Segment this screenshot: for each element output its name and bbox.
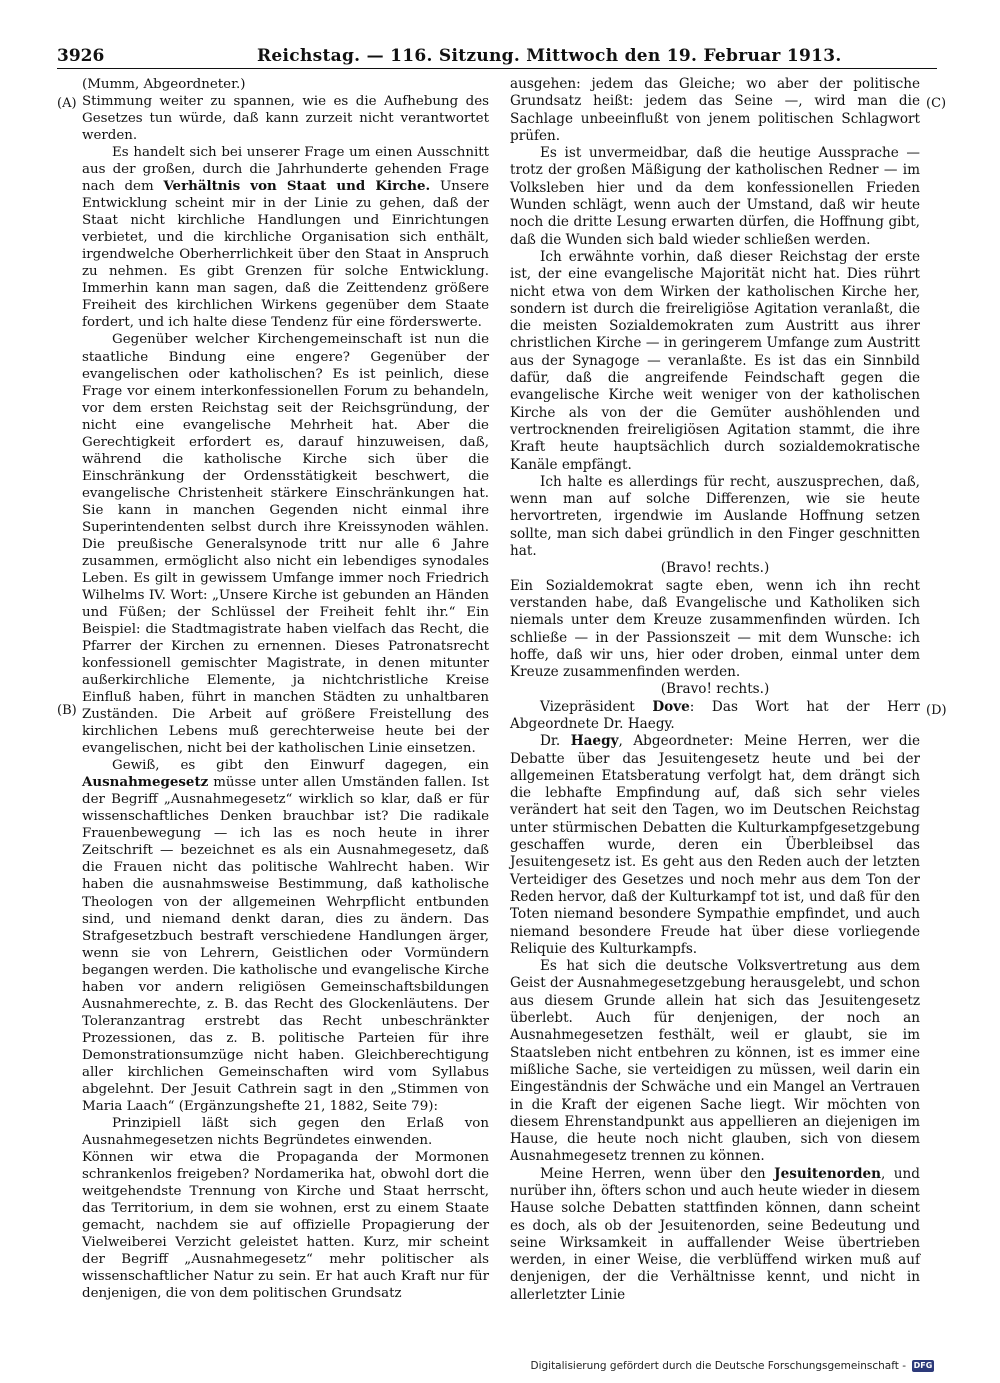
credit-text: Digitalisierung gefördert durch die Deutsche Forschungsgemeinschaft -	[530, 1360, 906, 1372]
running-title: Reichstag. — 116. Sitzung. Mittwoch den 19. Februar 1913.	[257, 46, 842, 66]
margin-mark-c: (C)	[926, 96, 947, 111]
paragraph: ausgehen: jedem das Gleiche; wo aber der politische Grundsatz heißt: jedem das Seine —, wird man die Sachlage unbeeinflußt von jenem politischen Schlagwort prüfen.	[510, 76, 920, 144]
applause-note: (Bravo! rechts.)	[660, 681, 770, 698]
left-column	[82, 76, 489, 1302]
paragraph: Ich erwähnte vorhin, daß dieser Reichstag der erste ist, der eine evangelische Majorität nicht hat. Dies rührt nicht etwa von dem Wirken der katholischen Kirche her, sondern ist durch die freireligiöse Agitation veranlaßt, die die meisten Sozialdemokraten zum Austritt aus ihrer christlichen Kirche — in geringerem Umfange zum Austritt aus der Synagoge — veranlaßte. Es ist das ein Sinnbild dafür, daß die angreifende Feindschaft gegen die evangelische Kirche weit weniger von der katholischen Kirche als von der die Gemüter aushöhlenden und vertrocknenden freireligiösen Agitation stammt, die ihre Kraft heute hauptsächlich durch sozialdemokratische Kanäle empfängt.	[510, 248, 920, 473]
page-number: 3926	[57, 46, 105, 66]
margin-mark-d: (D)	[926, 703, 947, 718]
paragraph: Ein Sozialdemokrat sagte eben, wenn ich ihn recht verstanden habe, daß Evangelische und Katholiken sich niemals unter dem Kreuze zusammenfinden würden. Ich schließe — in der Passionszeit — mit dem Wunsche: ich hoffe, daß wir uns, hier oder droben, einmal unter dem Kreuze zusammenfinden werden.	[510, 577, 920, 681]
paragraph: Es handelt sich bei unserer Frage um einen Ausschnitt aus der großen, durch die Jahrhunderte gehenden Frage nach dem Verhältnis von Staat und Kirche. Unsere Entwicklung scheint mir in der Linie zu gehen, daß der Staat nicht kirchliche Handlungen und Einrichtungen verbietet, und die kirchliche Organisation sich enthält, irgendwelche Oberherrlichkeit über den Staat in Anspruch zu nehmen. Es gibt Grenzen für solche Entwicklung. Immerhin kann man sagen, daß die Zeittendenz größere Freiheit des kirchlichen Wirkens gegenüber dem Staate fordert, und ich halte diese Tendenz für eine förderswerte.	[82, 145, 489, 331]
applause-note: (Bravo! rechts.)	[660, 560, 770, 577]
block-quote: Prinzipiell läßt sich gegen den Erlaß von Ausnahmegesetzen nichts Begründetes einwenden.	[82, 1115, 489, 1148]
paragraph: Können wir etwa die Propaganda der Mormonen schrankenlos freigeben? Nordamerika hat, obwohl dort die weitgehendste Trennung von Kirche und Staat herrscht, das Territorium, in dem sie wohnen, erst zu einem Staate gemacht, nachdem sie auf offizielle Propagierung der Vielweiberei Verzicht geleistet hatten. Kurz, mir scheint der Begriff „Ausnahmegesetz“ mehr politischer als wissenschaftlicher Natur zu sein. Er hat auch Kraft nur für denjenigen, die von dem politischen Grundsatz	[82, 1149, 489, 1302]
emphasis-text: Jesuitenorden	[774, 1165, 881, 1182]
margin-mark-b: (B)	[57, 703, 77, 718]
emphasis-text: Ausnahmegesetz	[82, 774, 209, 791]
dfg-logo: DFG	[913, 1361, 933, 1370]
speaker-tag: (Mumm, Abgeordneter.)	[82, 77, 246, 92]
paragraph: Ich halte es allerdings für recht, auszusprechen, daß, wenn man auf solche Differenzen, wie sie heute hervortreten, irgendwie im Auslande Hoffnung setzen sollte, man sich dabei gründlich in den Finger geschnitten hat.	[510, 473, 920, 560]
speaker-name: Haegy	[570, 733, 619, 750]
chair-statement: Vizepräsident Dove: Das Wort hat der Herr Abgeordnete Dr. Haegy.	[510, 698, 921, 732]
emphasis-text: Verhältnis von Staat und Kirche.	[163, 178, 431, 195]
right-column	[510, 76, 920, 1304]
paragraph: Stimmung weiter zu spannen, wie es die Aufhebung des Gesetzes tun würde, daß kann zurzeit nicht verantwortet werden.	[82, 94, 489, 144]
running-header	[57, 44, 937, 69]
paragraph: Gewiß, es gibt den Einwurf dagegen, ein Ausnahmegesetz müsse unter allen Umständen fallen. Ist der Begriff „Ausnahmegesetz“ wirklich so klar, daß er für wissenschaftliches Denken brauchbar ist? Die radikale Frauenbewegung — ich las es noch heute in ihrer Zeitschrift — bezeichnet es als ein Ausnahmegesetz, daß die Frauen nicht das politische Wahlrecht haben. Wir haben die ausnahmsweise Bestimmung, daß katholische Theologen von der allgemeinen Wehrpflicht entbunden sind, und niemand denkt daran, dies zu ändern. Das Strafgesetzbuch bestraft verschiedene Handlungen ärger, wenn sie von Lehrern, Geistlichen oder Vormündern begangen werden. Die katholische und evangelische Kirche haben vor andern religiösen Gemeinschaftsbildungen Ausnahmerechte, z. B. das Recht des Glockenläutens. Der Toleranzantrag erstrebt das Recht unbeschränkter Prozessionen, das z. B. politische Parteien für ihre Demonstrationsumzüge nicht haben. Gleichberechtigung aller kirchlichen Gemeinschaften wird vom Syllabus abgelehnt. Der Jesuit Cathrein sagt in den „Stimmen von Maria Laach“ (Ergänzungshefte 21, 1882, Seite 79):	[82, 758, 489, 1114]
digitization-credit	[530, 1360, 934, 1372]
speech-start: Dr. Haegy, Abgeordneter: Meine Herren, wer die Debatte über das Jesuitengesetz heute und bei der allgemeinen Etatsberatung verfolgt hat, dem drängt sich die lebhafte Empfindung auf, daß sich sehr vieles verändert hat seit den Tagen, wo im Deutschen Reichstag unter stürmischen Debatten die Kulturkampfgesetzgebung geschaffen wurde, deren ein Überbleibsel das Jesuitengesetz ist. Es geht aus den Reden auch der letzten Verteidiger des Gesetzes und noch mehr aus dem Ton der Reden hervor, daß der Kulturkampf tot ist, und daß für den Toten niemand besondere Sympathie empfindet, und auch niemand besondere Freude hat über diese vorliegende Reliquie des Kulturkampfs.	[510, 733, 920, 957]
paragraph: Es ist unvermeidbar, daß die heutige Aussprache — trotz der großen Mäßigung der katholischen Redner — im Volksleben hier und da dem konfessionellen Frieden Wunden schlägt, wenn auch der Umstand, daß wir heute noch die dritte Lesung erwarten dürfen, die Hoffnung gibt, daß die Wunden sich bald wieder schließen werden.	[510, 145, 920, 248]
paragraph: Gegenüber welcher Kirchengemeinschaft ist nun die staatliche Bindung eine engere? Gegenüber der evangelischen oder katholischen? Es ist peinlich, diese Frage vor einem interkonfessionellen Forum zu behandeln, vor dem ersten Reichstag seit der Reichsgründung, der nicht eine evangelische Mehrheit hat. Aber die Gerechtigkeit erfordert es, darauf hinzuweisen, daß, während die katholische Kirche sich über die Einschränkung der Ordensstätigkeit beschwert, die evangelische Christenheit stärkere Einschränkungen hat. Sie kann in manchen Gegenden nicht einmal ihre Superintendenten selbst durch ihre Kreissynoden wählen. Die preußische Generalsynode tritt nur alle 6 Jahre zusammen, ermöglicht also nicht ein lebendiges synodales Leben. Es gilt in gewissem Umfange immer noch Friedrich Wilhelms IV. Wort: „Unsere Kirche ist gebunden an Händen und Füßen; der Schlüssel der Freiheit fehlt ihr.“ Ein Beispiel: die Stadtmagistrate haben vielfach das Recht, die Pfarrer der Kirchen zu ernennen. Dieses Patronatsrecht konfessionell gemischter Magistrate, in denen mitunter außerkirchliche Elemente, ja nichtchristliche Kreise Einfluß haben, führt in manchen Städten zu unhaltbaren Zuständen. Die Arbeit auf größere Freistellung des kirchlichen Lebens muß gerechterweise heute bei der evangelischen, nicht bei der katholischen Linie einsetzen.	[82, 332, 489, 757]
paragraph: Meine Herren, wenn über den Jesuitenorden, und nurüber ihn, öfters schon und auch heute wieder in diesem Hause solche Debatten stattfinden können, dann scheint es doch, als ob der Jesuitenorden, seine Bedeutung und seine Wirksamkeit in auffallender Weise übertrieben werden, in einer Weise, die verblüffend wirken muß auf denjenigen, der die Verhältnisse kennt, und nicht in allerletzter Linie	[510, 1165, 920, 1303]
margin-mark-a: (A)	[57, 96, 77, 111]
speaker-name: Dove	[652, 698, 690, 715]
paragraph: Es hat sich die deutsche Volksvertretung aus dem Geist der Ausnahmegesetzgebung herausgelebt, und schon aus diesem Grunde allein hat sich das Jesuitengesetz überlebt. Auch für denjenigen, der noch an Ausnahmegesetzen festhält, weil er glaubt, sie im Staatsleben nicht entbehren zu können, ist es immer eine mißliche Sache, sie verteidigen zu müssen, weil darin ein Eingeständnis der Schwäche und ein Mangel an Vertrauen in die Kraft der eigenen Sache liegt. Wir möchten von diesem Ehrenstandpunkt aus appellieren an diejenigen im Hause, die heute noch nicht glauben, sich von diesem Ausnahmegesetz trennen zu können.	[510, 958, 920, 1165]
